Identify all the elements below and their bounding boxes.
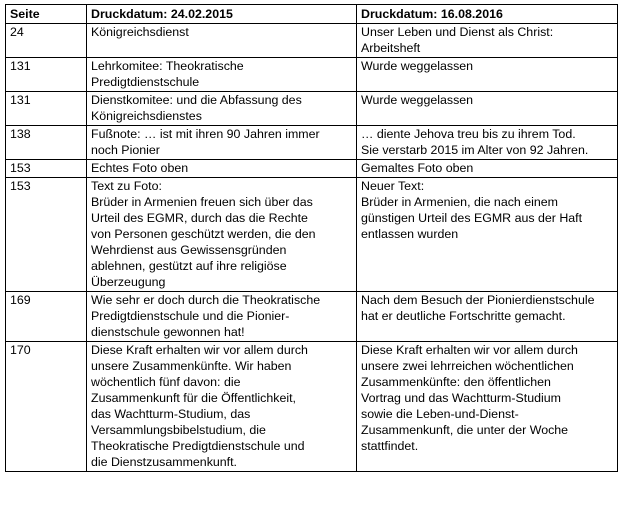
cell-new-text: Diese Kraft erhalten wir vor allem durch unsere zwei lehrreichen wöchentlichen Zusammenkünfte: den öffentlichen Vortrag und das Wachtturm-Studium sowie die Leben-und-Dienst- Zusammenkunft, die unter der Woche stattfindet. (357, 342, 618, 472)
cell-new-text: Gemaltes Foto oben (357, 160, 618, 178)
cell-old-text: Wie sehr er doch durch die Theokratische Predigtdienstschule und die Pionier- dienstschule gewonnen hat! (87, 292, 357, 342)
cell-new-text: Unser Leben und Dienst als Christ: Arbeitsheft (357, 24, 618, 58)
table-row (6, 292, 618, 342)
cell-page: 131 (6, 92, 87, 126)
cell-page: 153 (6, 178, 87, 292)
table-row (6, 58, 618, 92)
cell-page: 131 (6, 58, 87, 92)
cell-old-text: Text zu Foto: Brüder in Armenien freuen sich über das Urteil des EGMR, durch das die Rechte von Personen geschützt werden, die den Wehrdienst aus Gewissensgründen ablehnen, gestützt auf ihre religiöse Überzeugung (87, 178, 357, 292)
cell-page: 153 (6, 160, 87, 178)
table-row (6, 24, 618, 58)
table-row (6, 342, 618, 472)
cell-old-text: Königreichsdienst (87, 24, 357, 58)
header-old-print-date: Druckdatum: 24.02.2015 (87, 5, 357, 24)
cell-page: 170 (6, 342, 87, 472)
table-row (6, 178, 618, 292)
cell-old-text: Dienstkomitee: und die Abfassung des Königreichsdienstes (87, 92, 357, 126)
comparison-table (5, 4, 618, 472)
cell-old-text: Fußnote: … ist mit ihren 90 Jahren immer noch Pionier (87, 126, 357, 160)
table-row (6, 92, 618, 126)
cell-page: 138 (6, 126, 87, 160)
header-row (6, 5, 618, 24)
cell-page: 24 (6, 24, 87, 58)
cell-old-text: Diese Kraft erhalten wir vor allem durch unsere Zusammenkünfte. Wir haben wöchentlich fünf davon: die Zusammenkunft für die Öffentlichkeit, das Wachtturm-Studium, das Versammlungsbibelstudium, die Theokratische Predigtdienstschule und die Dienstzusammenkunft. (87, 342, 357, 472)
cell-new-text: Wurde weggelassen (357, 92, 618, 126)
cell-new-text: … diente Jehova treu bis zu ihrem Tod. Sie verstarb 2015 im Alter von 92 Jahren. (357, 126, 618, 160)
cell-new-text: Nach dem Besuch der Pionierdienstschule hat er deutliche Fortschritte gemacht. (357, 292, 618, 342)
cell-old-text: Echtes Foto oben (87, 160, 357, 178)
cell-new-text: Wurde weggelassen (357, 58, 618, 92)
header-new-print-date: Druckdatum: 16.08.2016 (357, 5, 618, 24)
cell-new-text: Neuer Text: Brüder in Armenien, die nach einem günstigen Urteil des EGMR aus der Haft entlassen wurden (357, 178, 618, 292)
cell-old-text: Lehrkomitee: Theokratische Predigtdienstschule (87, 58, 357, 92)
table-row (6, 160, 618, 178)
table-row (6, 126, 618, 160)
header-page: Seite (6, 5, 87, 24)
cell-page: 169 (6, 292, 87, 342)
